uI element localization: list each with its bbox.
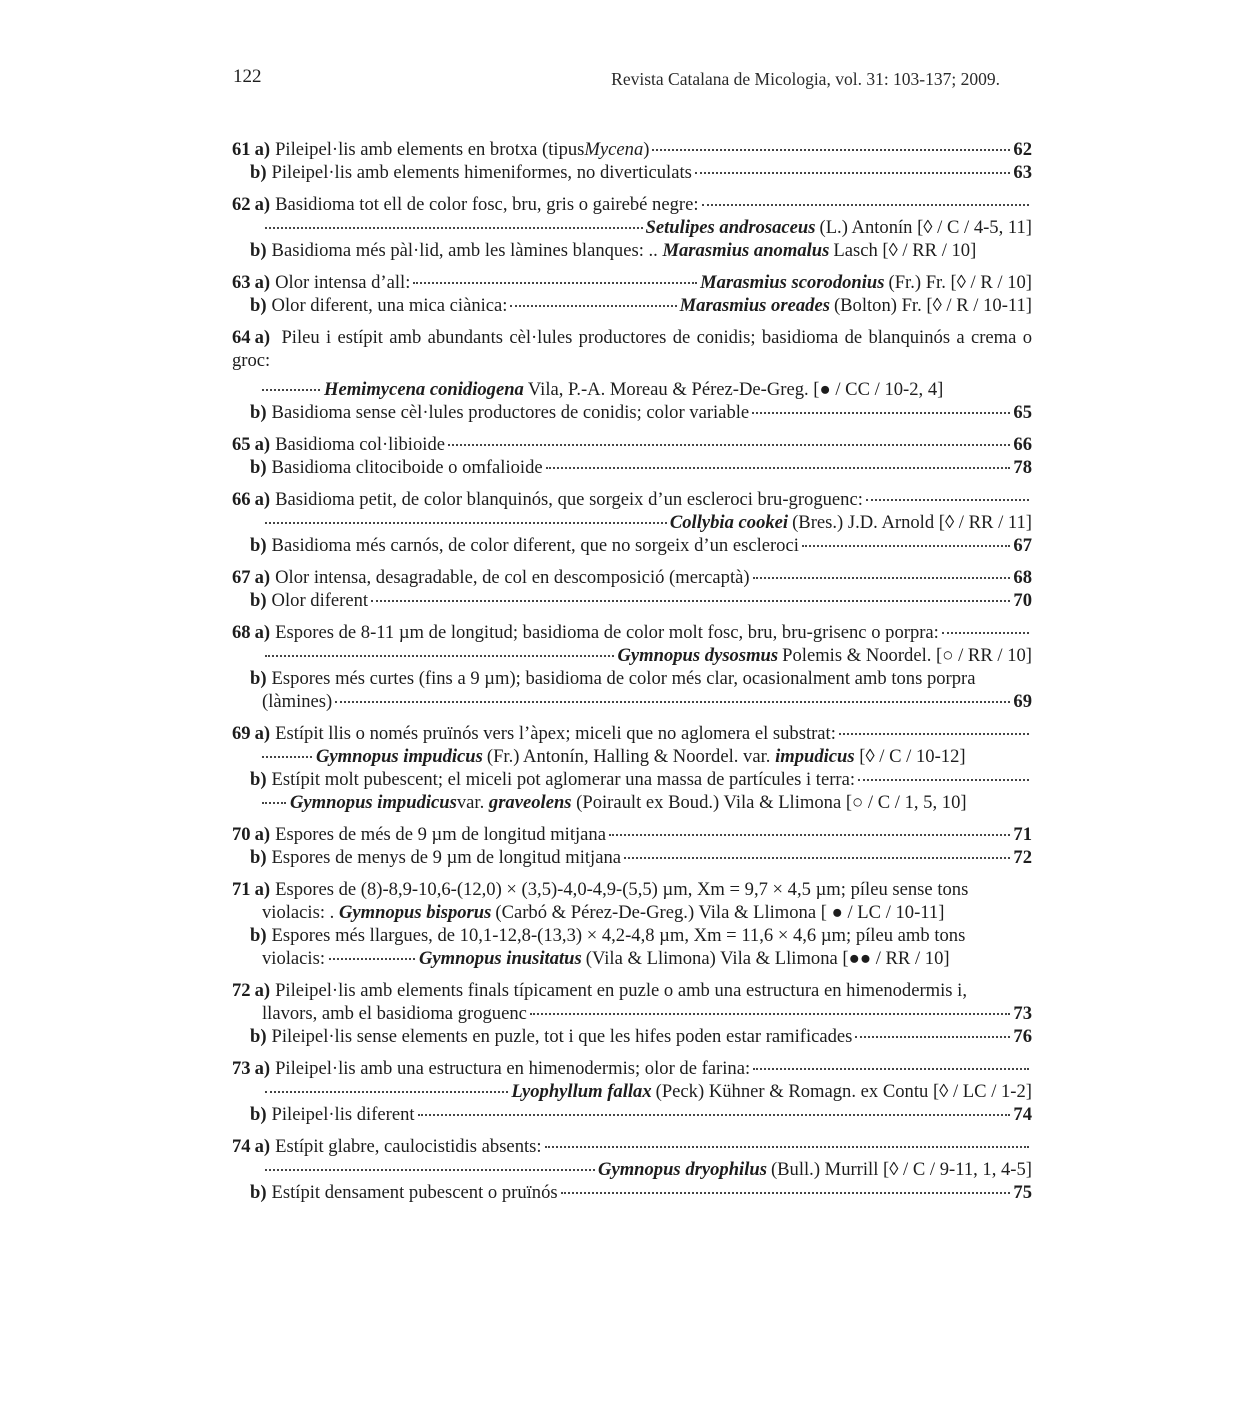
couplet-63 [232, 271, 1032, 317]
dot-leader [624, 856, 1010, 859]
lead-70a: 70 a) Espores de més de 9 µm de longitud mitjana 71 [232, 824, 1032, 845]
dot-leader [265, 654, 614, 657]
lead-67b: b) Olor diferent 70 [250, 590, 1032, 611]
couplet-65 [232, 433, 1032, 479]
taxon-name: Gymnopus dysosmus [617, 645, 779, 666]
lead-62a: 62 a) Basidioma tot ell de color fosc, bru, gris o gairebé negre: [232, 193, 1032, 216]
dot-leader [546, 466, 1011, 469]
lead-66a-result: Collybia cookei (Bres.) J.D. Arnold [◊ / RR / 11] [232, 511, 1032, 534]
dot-leader [652, 148, 1010, 151]
lead-67a: 67 a) Olor intensa, desagradable, de col en descomposició (mercaptà) 68 [232, 567, 1032, 588]
dot-leader [448, 443, 1010, 446]
lead-72a-cont: llavors, amb el basidioma groguenc 73 [262, 1003, 1032, 1024]
dot-leader [561, 1191, 1011, 1194]
lead-65a: 65 a) Basidioma col·libioide 66 [232, 434, 1032, 455]
lead-69b: b) Estípit molt pubescent; el miceli pot aglomerar una massa de partícules i terra: [232, 768, 1032, 791]
lead-66b: b) Basidioma més carnós, de color diferent, que no sorgeix d’un escleroci 67 [250, 535, 1032, 556]
lead-61b: b) Pileipel·lis amb elements himeniformes, no diverticulats 63 [250, 162, 1032, 183]
lead-74b: b) Estípit densament pubescent o pruïnós 75 [250, 1182, 1032, 1203]
dot-leader [413, 281, 697, 284]
dot-leader [866, 498, 1029, 501]
taxon-name: Gymnopus impudicus [316, 746, 483, 767]
lead-72b: b) Pileipel·lis sense elements en puzle, tot i que les hifes poden estar ramificades 76 [250, 1026, 1032, 1047]
dot-leader [329, 958, 415, 960]
dot-leader [418, 1113, 1011, 1116]
couplet-64 [232, 326, 1032, 424]
taxon-name: Marasmius anomalus [662, 240, 830, 261]
couplet-61 [232, 138, 1032, 184]
dot-leader [802, 544, 1011, 547]
lead-69a-result: Gymnopus impudicus (Fr.) Antonín, Halling & Noordel. var. impudicus [◊ / C / 10-12] [232, 745, 1032, 768]
lead-64b: b) Basidioma sense cèl·lules productores de conidis; color variable 65 [250, 402, 1032, 423]
goto-number: 74 [1013, 1104, 1032, 1125]
lead-70b: b) Espores de menys de 9 µm de longitud mitjana 72 [250, 847, 1032, 868]
lead-62b: b) Basidioma més pàl·lid, amb les làmines blanques: .. Marasmius anomalus Lasch [◊ / RR / 10] [250, 240, 977, 261]
dot-leader [262, 802, 286, 804]
identification-key [232, 138, 1032, 1213]
dot-leader [510, 304, 676, 307]
dot-leader [855, 1035, 1010, 1038]
dot-leader [262, 756, 312, 758]
dot-leader [265, 521, 667, 524]
goto-number: 66 [1013, 434, 1032, 455]
lead-66a: 66 a) Basidioma petit, de color blanquinós, que sorgeix d’un escleroci bru-groguenc: [232, 488, 1032, 511]
couplet-71 [232, 878, 1032, 970]
dot-leader [262, 389, 320, 391]
lead-64a: 64 a) Pileu i estípit amb abundants cèl·lules productores de conidis; basidioma de blanquinós a crema o groc: [232, 327, 1033, 371]
goto-number: 69 [1013, 691, 1032, 712]
dot-leader [839, 732, 1029, 735]
couplet-70 [232, 823, 1032, 869]
dot-leader [753, 576, 1011, 579]
lead-71b: b) Espores més llargues, de 10,1-12,8-(13,3) × 4,2-4,8 µm, Xm = 11,6 × 4,6 µm; píleu amb tons [250, 925, 966, 946]
lead-61a: 61 a) Pileipel·lis amb elements en brotxa (tipus Mycena ) 62 [232, 139, 1032, 160]
taxon-name: Hemimycena conidiogena [324, 379, 524, 400]
lead-63a: 63 a) Olor intensa d’all: Marasmius scorodonius (Fr.) Fr. [◊ / R / 10] [232, 272, 1032, 293]
goto-number: 71 [1013, 824, 1032, 845]
dot-leader [753, 1067, 1029, 1070]
lead-71a-result: violacis: . Gymnopus bisporus (Carbó & Pérez-De-Greg.) Vila & Llimona [ ● / LC / 10-11] [262, 902, 945, 923]
lead-68a-result: Gymnopus dysosmus Polemis & Noordel. [○ / RR / 10] [232, 644, 1032, 667]
goto-number: 75 [1013, 1182, 1032, 1203]
goto-number: 72 [1013, 847, 1032, 868]
taxon-name: Gymnopus impudicus [290, 792, 457, 813]
lead-73a-result: Lyophyllum fallax (Peck) Kühner & Romagn. ex Contu [◊ / LC / 1-2] [232, 1080, 1032, 1103]
dot-leader [265, 226, 643, 229]
taxon-name: Marasmius scorodonius [700, 272, 885, 293]
lead-69b-result: Gymnopus impudicus var. graveolens (Poirault ex Boud.) Vila & Llimona [○ / C / 1, 5, 10] [232, 791, 1032, 814]
taxon-name: Gymnopus inusitatus [419, 948, 582, 969]
lead-71a: 71 a) Espores de (8)-8,9-10,6-(12,0) × (3,5)-4,0-4,9-(5,5) µm, Xm = 9,7 × 4,5 µm; píleu sense tons [232, 879, 969, 900]
dot-leader [371, 599, 1010, 602]
lead-63b: b) Olor diferent, una mica ciànica: Marasmius oreades (Bolton) Fr. [◊ / R / 10-11] [250, 295, 1032, 316]
taxon-name: Lyophyllum fallax [511, 1081, 652, 1102]
lead-62a-result: Setulipes androsaceus (L.) Antonín [◊ / C / 4-5, 11] [232, 216, 1032, 239]
taxon-name: Gymnopus bisporus [338, 902, 492, 923]
journal-header: Revista Catalana de Micologia, vol. 31: 103-137; 2009. [611, 69, 1000, 89]
goto-number: 78 [1013, 457, 1032, 478]
dot-leader [942, 631, 1029, 634]
goto-number: 73 [1013, 1003, 1032, 1024]
lead-64a-result: Hemimycena conidiogena Vila, P.-A. Moreau & Pérez-De-Greg. [● / CC / 10-2, 4] [232, 378, 1032, 401]
dot-leader [752, 411, 1010, 414]
dot-leader [530, 1012, 1011, 1015]
dot-leader [858, 778, 1029, 781]
goto-number: 70 [1013, 590, 1032, 611]
dot-leader [335, 700, 1010, 703]
couplet-62 [232, 193, 1032, 262]
taxon-name: Marasmius oreades [679, 295, 830, 316]
couplet-68 [232, 621, 1032, 713]
lead-71b-result: violacis: Gymnopus inusitatus (Vila & Llimona) Vila & Llimona [●● / RR / 10] [262, 948, 950, 969]
lead-65b: b) Basidioma clitociboide o omfalioide 78 [250, 457, 1032, 478]
lead-69a: 69 a) Estípit llis o només pruïnós vers l’àpex; miceli que no aglomera el substrat: [232, 722, 1032, 745]
lead-68a: 68 a) Espores de 8-11 µm de longitud; basidioma de color molt fosc, bru, bru-grisenc o porpra: [232, 621, 1032, 644]
couplet-67 [232, 566, 1032, 612]
dot-leader [545, 1145, 1029, 1148]
couplet-66 [232, 488, 1032, 557]
couplet-69 [232, 722, 1032, 814]
goto-number: 68 [1013, 567, 1032, 588]
lead-72a: 72 a) Pileipel·lis amb elements finals típicament en puzle o amb una estructura en himenodermis i, [232, 980, 967, 1001]
lead-68b: b) Espores més curtes (fins a 9 µm); basidioma de color més clar, ocasionalment amb tons porpra [250, 668, 976, 689]
taxon-name: Setulipes androsaceus [645, 217, 816, 238]
taxon-name: Gymnopus dryophilus [598, 1159, 767, 1180]
taxon-name: Collybia cookei [669, 512, 789, 533]
couplet-73 [232, 1057, 1032, 1126]
goto-number: 65 [1013, 402, 1032, 423]
couplet-74 [232, 1135, 1032, 1204]
lead-74a: 74 a) Estípit glabre, caulocistidis absents: [232, 1135, 1032, 1158]
couplet-72 [232, 979, 1032, 1048]
dot-leader [265, 1168, 595, 1171]
lead-68b-cont: (làmines) 69 [262, 691, 1032, 712]
page-number: 122 [233, 66, 262, 87]
dot-leader [265, 1090, 508, 1093]
goto-number: 62 [1013, 139, 1032, 160]
lead-73a: 73 a) Pileipel·lis amb una estructura en himenodermis; olor de farina: [232, 1057, 1032, 1080]
dot-leader [609, 833, 1010, 836]
goto-number: 67 [1013, 535, 1032, 556]
goto-number: 76 [1013, 1026, 1032, 1047]
dot-leader [695, 171, 1011, 174]
lead-73b: b) Pileipel·lis diferent 74 [250, 1104, 1032, 1125]
dot-leader [702, 203, 1030, 206]
goto-number: 63 [1013, 162, 1032, 183]
lead-74a-result: Gymnopus dryophilus (Bull.) Murrill [◊ / C / 9-11, 1, 4-5] [232, 1158, 1032, 1181]
